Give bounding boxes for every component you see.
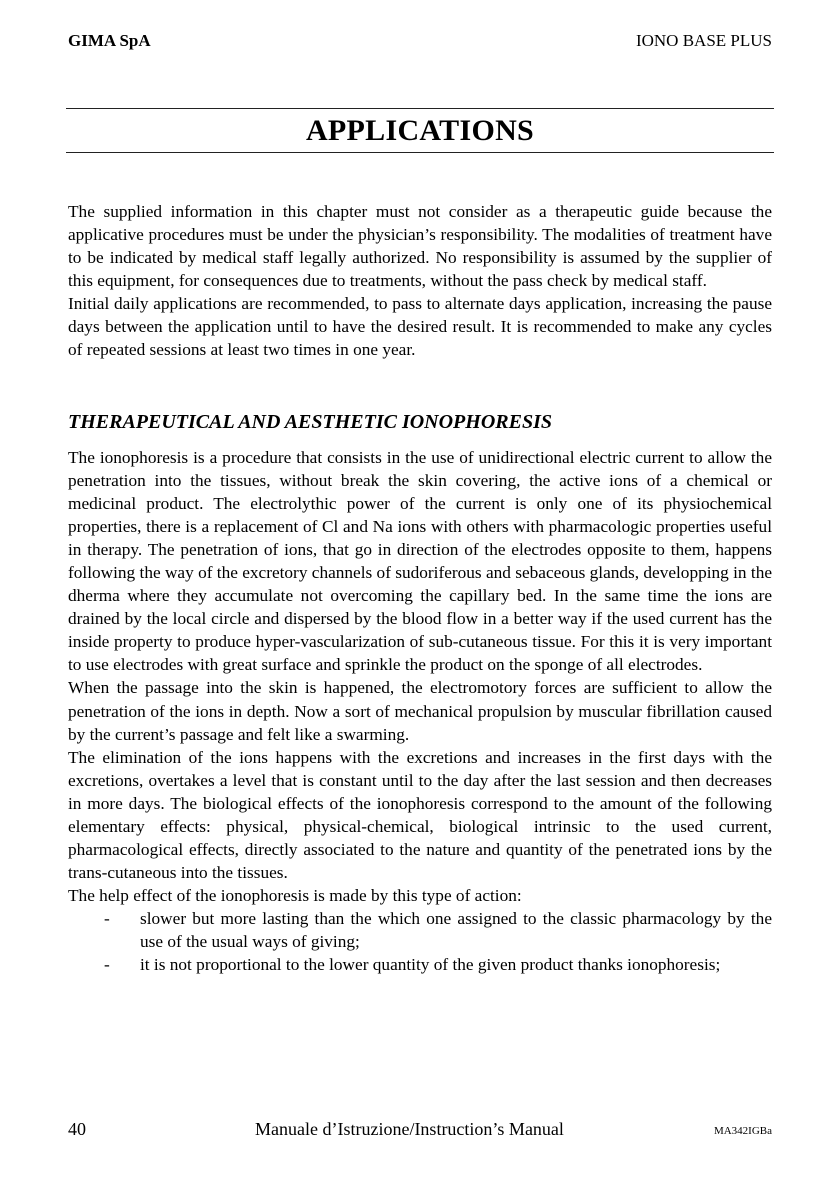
header-company: GIMA SpA: [68, 31, 151, 50]
section-paragraph-4: The help effect of the ionophoresis is made by this type of action:: [68, 885, 522, 905]
list-item-text: it is not proportional to the lower quantity of the given product thanks ionophoresis;: [140, 955, 721, 975]
list-item: [68, 907, 772, 953]
section-paragraph-3: The elimination of the ions happens with the excretions and increases in the first days with the excretions, overtakes a level that is constant until to the day after the last session and then decreases in more days. The biological effects of the ionophoresis correspond to the amount of the following elementary effects: physical, physical-chemical, biological intrinsic to the used current, pharmacological effects, directly associated to the nature and quantity of the penetrated ions by the trans-cutaneous into the tissues.: [68, 747, 772, 882]
intro-section: [68, 200, 772, 361]
intro-paragraph-1: The supplied information in this chapter must not consider as a therapeutic guide because the applicative procedures must be under the physician’s responsibility. The modalities of treatment have to be indicated by medical staff legally authorized. No responsibility is assumed by the supplier of this equipment, for consequences due to treatments, without the pass check by medical staff.: [68, 202, 772, 291]
footer-document-code: MA342IGBa: [713, 1125, 772, 1137]
section-paragraph-1: The ionophoresis is a procedure that consists in the use of unidirectional electric current to allow the penetration into the tissues, without break the skin covering, the active ions of a chemical or medicinal product. The electrolythic power of the current is only one of its physiochemical properties, there is a replacement of Cl and Na ions with others with pharmacologic properties useful in therapy. The penetration of ions, that go in direction of the electrodes opposite to them, happens following the way of the excretory channels of sudoriferous and sebaceous glands, developping in the dherma where they accumulate not overcoming the capillary bed. In the same time the ions are drained by the local circle and dispersed by the blood flow in a better way if the used current has the inside property to produce hyper-vascularization of sub-cutaneous tissue. For this it is very important to use electrodes with great surface and sprinkle the product on the sponge of all electrodes.: [68, 448, 773, 675]
section-body: [68, 446, 772, 976]
title-top-rule: [66, 108, 774, 109]
list-dash-marker: -: [104, 955, 110, 975]
intro-paragraph-2: Initial daily applications are recommended, to pass to alternate days application, increasing the pause days between the application until to have the desired result. It is recommended to make any cycles of repeated sessions at least two times in one year.: [68, 294, 772, 360]
effects-list: [68, 907, 772, 976]
list-dash-marker: -: [104, 908, 110, 928]
list-item: [68, 953, 772, 976]
page-title: APPLICATIONS: [305, 114, 535, 147]
section-heading: THERAPEUTICAL AND AESTHETIC IONOPHORESIS: [68, 411, 552, 433]
footer-page-number: 40: [68, 1119, 86, 1139]
section-paragraph-2: When the passage into the skin is happened, the electromotory forces are sufficient to allow the penetration of the ions in depth. Now a sort of mechanical propulsion by muscular fibrillation caused by the current’s passage and felt like a swarming.: [68, 678, 772, 744]
title-bottom-rule: [66, 152, 774, 153]
list-item-text: slower but more lasting than the which one assigned to the classic pharmacology by the use of the usual ways of giving;: [140, 908, 772, 951]
header-product: IONO BASE PLUS: [635, 31, 772, 50]
footer-manual-title: Manuale d’Istruzione/Instruction’s Manual: [255, 1119, 564, 1139]
